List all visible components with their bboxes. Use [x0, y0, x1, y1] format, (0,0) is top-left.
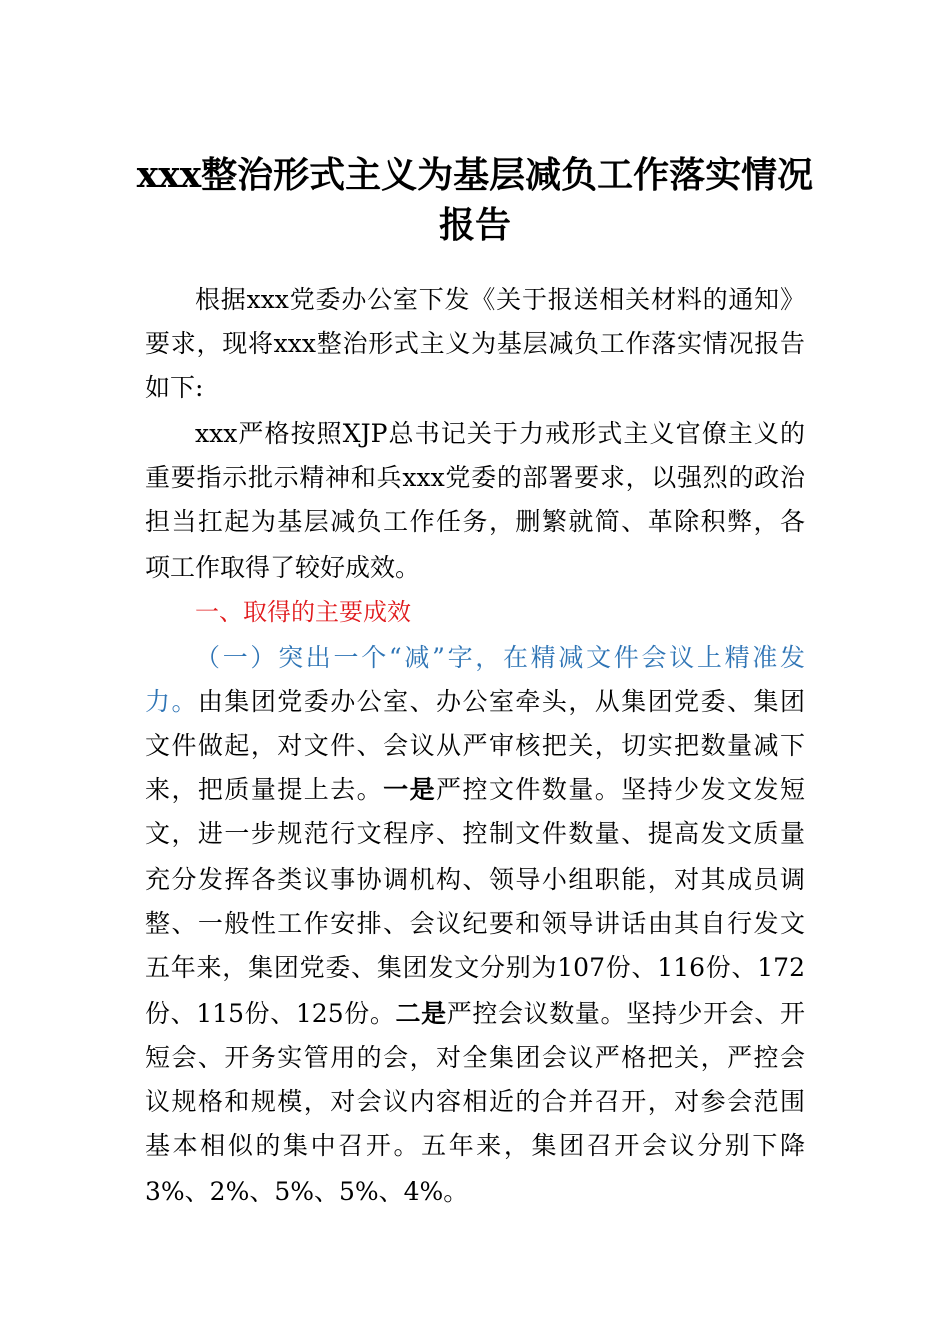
paragraph-line: [145, 768, 805, 812]
paragraph-line: 整、一般性工作安排、会议纪要和领导讲话由其自行发文: [145, 909, 805, 938]
subsection-heading: （一）突出一个“减”字，在精减文件会议上精准发: [195, 643, 805, 672]
paragraph-text: 来，把质量提上去。: [145, 775, 384, 804]
paragraph-line: 基本相似的集中召开。五年来，集团召开会议分别下降: [145, 1131, 805, 1160]
paragraph-line: 文件做起，对文件、会议从严审核把关，切实把数量减下: [145, 731, 805, 760]
paragraph-line: [145, 992, 805, 1036]
paragraph-line: 根据xxx党委办公室下发《关于报送相关材料的通知》: [195, 285, 805, 314]
paragraph-line: 充分发挥各类议事协调机构、领导小组职能，对其成员调: [145, 865, 805, 894]
paragraph-line: 3%、2%、5%、5%、4%。: [145, 1177, 469, 1206]
paragraph-line: xxx严格按照XJP总书记关于力戒形式主义官僚主义的: [195, 419, 805, 448]
paragraph-text: 严控会议数量。坚持少开会、开: [446, 999, 805, 1028]
paragraph-line: 重要指示批示精神和兵xxx党委的部署要求，以强烈的政治: [145, 463, 805, 492]
paragraph-text: 份、115份、125份。: [145, 999, 396, 1028]
paragraph-line: 议规格和规模，对会议内容相近的合并召开，对参会范围: [145, 1087, 805, 1116]
paragraph-line: 担当扛起为基层减负工作任务，删繁就简、革除积弊，各: [145, 507, 805, 536]
paragraph-line: 五年来，集团党委、集团发文分别为107份、116份、172: [145, 953, 805, 982]
paragraph-line: 项工作取得了较好成效。: [145, 553, 421, 582]
paragraph-line: 短会、开务实管用的会，对全集团会议严格把关，严控会: [145, 1043, 805, 1072]
paragraph-line: 如下:: [145, 373, 204, 402]
paragraph-line: 要求，现将xxx整治形式主义为基层减负工作落实情况报告: [145, 329, 805, 358]
document-title-line1: xxx整治形式主义为基层减负工作落实情况: [136, 154, 814, 196]
emphasis-text: 一是: [383, 775, 437, 804]
document-title-line2: 报告: [438, 204, 511, 246]
emphasis-text: 二是: [395, 999, 447, 1028]
section-heading: 一、取得的主要成效: [195, 598, 411, 626]
paragraph-line: [145, 680, 805, 724]
paragraph-line: 文，进一步规范行文程序、控制文件数量、提高发文质量: [145, 819, 805, 848]
paragraph-text: 由集团党委办公室、办公室牵头，从集团党委、集团: [197, 687, 805, 716]
subsection-heading-end: 力。: [145, 687, 198, 716]
paragraph-text: 严控文件数量。坚持少发文发短: [436, 775, 805, 804]
